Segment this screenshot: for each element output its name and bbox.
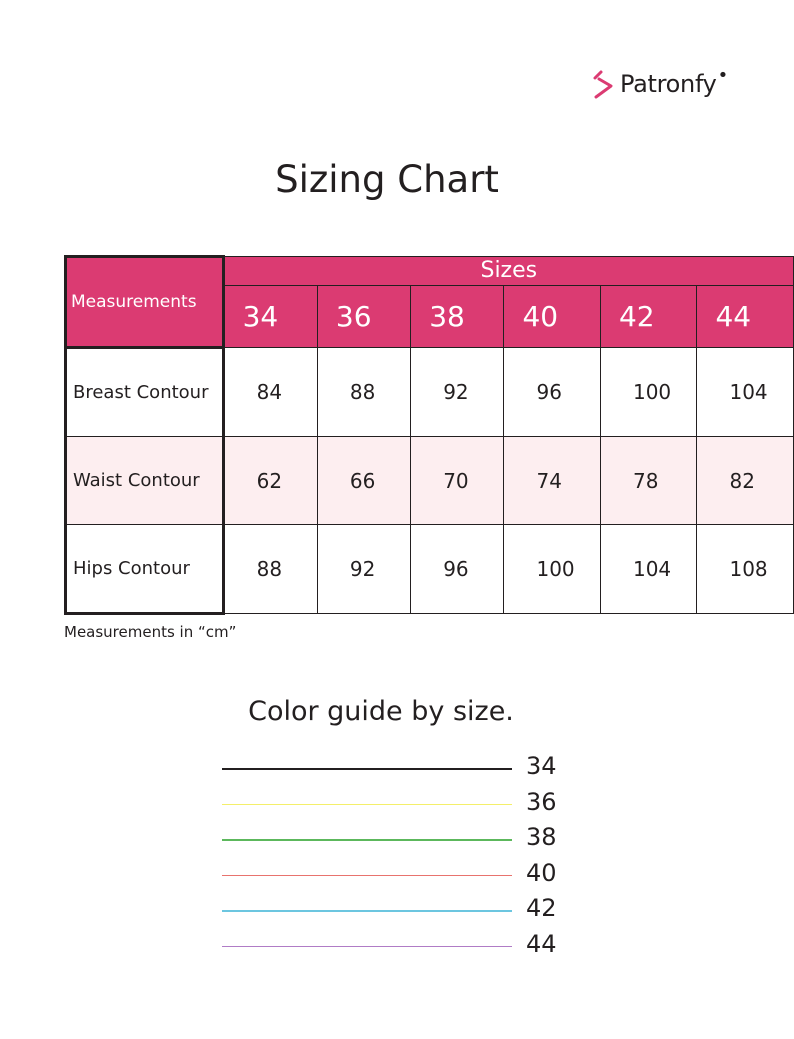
row-label: Breast Contour [66, 348, 224, 437]
size-header-42: 42 [600, 285, 697, 347]
measurement-value: 88 [317, 348, 410, 437]
patronfy-logo-icon [592, 68, 618, 100]
size-header-34: 34 [223, 285, 317, 347]
measurement-value: 88 [223, 525, 317, 614]
measurement-value: 62 [223, 437, 317, 525]
color-guide-size-label: 44 [526, 929, 557, 958]
measurement-value: 74 [504, 437, 601, 525]
table-row [66, 437, 794, 525]
color-guide-size-label: 40 [526, 858, 557, 887]
measurement-unit-note: Measurements in “cm” [64, 623, 237, 641]
measurement-value: 92 [317, 525, 410, 614]
color-swatch-line [222, 804, 512, 806]
measurement-value: 70 [411, 437, 504, 525]
color-guide-item [222, 788, 562, 818]
row-label: Hips Contour [66, 525, 224, 614]
color-swatch-line [222, 768, 512, 770]
sizing-table [64, 255, 794, 615]
size-header-40: 40 [504, 285, 601, 347]
measurement-value: 92 [411, 348, 504, 437]
brand-logo [592, 66, 728, 102]
color-swatch-line [222, 910, 512, 912]
brand-name: Patronfy [620, 70, 717, 98]
measurement-value: 82 [697, 437, 794, 525]
color-swatch-line [222, 946, 512, 948]
table-row [66, 348, 794, 437]
sizes-header: Sizes [223, 257, 793, 286]
color-guide-item [222, 894, 562, 924]
page-title: Sizing Chart [275, 158, 499, 201]
measurement-value: 100 [504, 525, 601, 614]
color-guide-title: Color guide by size. [248, 696, 514, 727]
size-header-38: 38 [411, 285, 504, 347]
color-guide-size-label: 38 [526, 823, 557, 851]
size-header-44: 44 [697, 285, 794, 347]
color-guide-item [222, 752, 562, 782]
measurement-value: 66 [317, 437, 410, 525]
color-guide-item [222, 859, 562, 889]
row-label: Waist Contour [66, 437, 224, 525]
table-header-row [66, 257, 794, 286]
measurement-value: 104 [600, 525, 697, 614]
color-guide-item [222, 930, 562, 960]
measurement-value: 78 [600, 437, 697, 525]
measurement-value: 100 [600, 348, 697, 437]
color-guide-size-label: 36 [526, 787, 557, 816]
measurement-value: 104 [697, 348, 794, 437]
color-swatch-line [222, 839, 512, 841]
measurement-value: 96 [504, 348, 601, 437]
color-guide-item [222, 823, 562, 853]
measurements-header: Measurements [66, 257, 224, 348]
measurement-value: 84 [223, 348, 317, 437]
color-guide-size-label: 34 [526, 752, 557, 780]
measurement-value: 96 [411, 525, 504, 614]
table-row [66, 525, 794, 614]
color-guide-size-label: 42 [526, 894, 557, 922]
color-swatch-line [222, 875, 512, 877]
measurement-value: 108 [697, 525, 794, 614]
size-header-36: 36 [317, 285, 410, 347]
brand-dot-icon: • [717, 64, 729, 86]
